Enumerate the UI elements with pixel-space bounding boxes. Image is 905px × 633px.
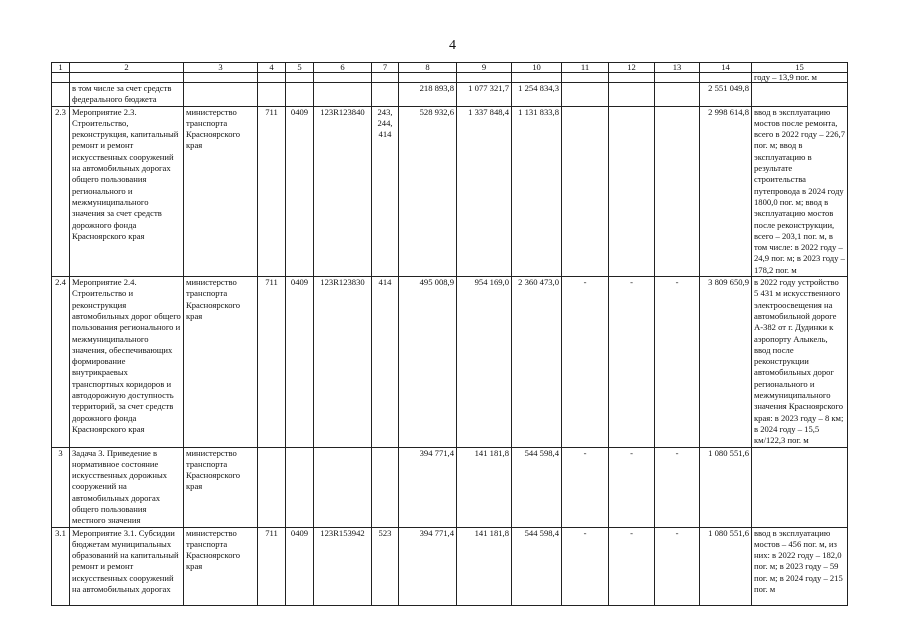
row-number: 3 xyxy=(52,447,70,527)
grbs-code: 711 xyxy=(258,277,286,447)
section-code: 0409 xyxy=(286,527,314,605)
amount-col-13: - xyxy=(655,277,700,447)
section-code: 0409 xyxy=(286,106,314,276)
executor: министерство транспорта Красноярского края xyxy=(184,527,258,605)
measure-name: Задача 3. Приведение в нормативное состояние искусственных дорожных сооружений на автомобильных дорогах общего пользования местного значения xyxy=(70,447,184,527)
amount-col-13: - xyxy=(655,527,700,605)
target-article xyxy=(314,447,372,527)
expense-type xyxy=(372,83,399,107)
amount-col-13 xyxy=(655,83,700,107)
amount-2023: 141 181,8 xyxy=(457,527,512,605)
measure-name: Мероприятие 2.4. Строительство и реконструкция автомобильных дорог общего пользования регионального и межмуниципального значения, обеспечивающих формирование внутрикраевых транспортных коридоров и автодорожную доступность территорий, за счет средств дорожного фонда Красноярского края xyxy=(70,277,184,447)
amount-col-12: - xyxy=(609,277,655,447)
amount-col-12: - xyxy=(609,527,655,605)
expected-result xyxy=(752,83,848,107)
target-article: 123R123840 xyxy=(314,106,372,276)
amount-col-12 xyxy=(609,83,655,107)
executor: министерство транспорта Красноярского края xyxy=(184,447,258,527)
column-number: 2 xyxy=(70,63,184,73)
row-number: 3.1 xyxy=(52,527,70,605)
amount-col-12: - xyxy=(609,447,655,527)
amount-total: 3 809 650,9 xyxy=(700,277,752,447)
expected-result: ввод в эксплуатацию мостов – 456 пог. м, из них: в 2022 году – 182,0 пог. м; в 2023 году – 59 пог. м; в 2024 году – 215 пог. м xyxy=(752,527,848,605)
column-number: 13 xyxy=(655,63,700,73)
amount-col-11: - xyxy=(562,447,609,527)
grbs-code: 711 xyxy=(258,106,286,276)
amount-2024: 544 598,4 xyxy=(512,447,562,527)
column-number: 14 xyxy=(700,63,752,73)
measure-name: в том числе за счет средств федерального бюджета xyxy=(70,83,184,107)
row-number: 2.3 xyxy=(52,106,70,276)
expense-type: 523 xyxy=(372,527,399,605)
amount-2024: 1 254 834,3 xyxy=(512,83,562,107)
executor: министерство транспорта Красноярского края xyxy=(184,277,258,447)
amount-col-11 xyxy=(562,83,609,107)
column-number: 9 xyxy=(457,63,512,73)
amount-col-13 xyxy=(655,106,700,276)
grbs-code: 711 xyxy=(258,527,286,605)
amount-total: 2 998 614,8 xyxy=(700,106,752,276)
column-number: 6 xyxy=(314,63,372,73)
grbs-code xyxy=(258,447,286,527)
amount-2023: 1 337 848,4 xyxy=(457,106,512,276)
amount-col-11: - xyxy=(562,527,609,605)
expected-result: ввод в эксплуатацию мостов после ремонта, всего в 2022 году – 226,7 пог. м; ввод в эксплуатацию в результате строительства путепровода в 2024 году 1800,0 пог. м; ввод в эксплуатацию мостов после реконструкции, всего – 203,1 пог. м, в том числе: в 2022 году – 24,9 пог. м; в 2023 году – 178,2 пог. м xyxy=(752,106,848,276)
amount-2024: 1 131 833,8 xyxy=(512,106,562,276)
column-number: 1 xyxy=(52,63,70,73)
executor xyxy=(184,83,258,107)
expense-type: 243, 244, 414 xyxy=(372,106,399,276)
column-number: 5 xyxy=(286,63,314,73)
table-row xyxy=(52,106,848,276)
amount-2023: 141 181,8 xyxy=(457,447,512,527)
column-number: 11 xyxy=(562,63,609,73)
amount-2022: 394 771,4 xyxy=(399,527,457,605)
measure-name: Мероприятие 3.1. Субсидии бюджетам муниципальных образований на капитальный ремонт и ремонт искусственных сооружений на автомобильных дорогах xyxy=(70,527,184,605)
column-number: 8 xyxy=(399,63,457,73)
column-number-row xyxy=(52,63,848,73)
column-number: 3 xyxy=(184,63,258,73)
program-table xyxy=(51,62,848,606)
carry-over-note: году – 13,9 пог. м xyxy=(752,73,848,83)
expected-result xyxy=(752,447,848,527)
table-row xyxy=(52,447,848,527)
expected-result: в 2022 году устройство 5 431 м искусственного электроосвещения на автомобильной дороге А-382 от г. Дудинки к аэропорту Алыкель, ввод после реконструкции автомобильных дорог регионального и межмуниципального значения Красноярского края: в 2023 году – 8 км; в 2024 году – 15,5 км/122,3 пог. м xyxy=(752,277,848,447)
table-row xyxy=(52,527,848,605)
expense-type: 414 xyxy=(372,277,399,447)
expense-type xyxy=(372,447,399,527)
column-number: 7 xyxy=(372,63,399,73)
carry-over-row xyxy=(52,73,848,83)
amount-2024: 544 598,4 xyxy=(512,527,562,605)
column-number: 15 xyxy=(752,63,848,73)
amount-col-11 xyxy=(562,106,609,276)
row-number: 2.4 xyxy=(52,277,70,447)
amount-2022: 218 893,8 xyxy=(399,83,457,107)
amount-2024: 2 360 473,0 xyxy=(512,277,562,447)
amount-total: 1 080 551,6 xyxy=(700,527,752,605)
executor: министерство транспорта Красноярского края xyxy=(184,106,258,276)
target-article xyxy=(314,83,372,107)
amount-2022: 394 771,4 xyxy=(399,447,457,527)
target-article: 123R153942 xyxy=(314,527,372,605)
amount-total: 1 080 551,6 xyxy=(700,447,752,527)
amount-total: 2 551 049,8 xyxy=(700,83,752,107)
amount-col-13: - xyxy=(655,447,700,527)
amount-col-11: - xyxy=(562,277,609,447)
table-row xyxy=(52,277,848,447)
measure-name: Мероприятие 2.3. Строительство, реконструкция, капитальный ремонт и ремонт искусственных сооружений на автомобильных дорогах общего пользования регионального и межмуниципального значения за счет средств дорожного фонда Красноярского края xyxy=(70,106,184,276)
page-number: 4 xyxy=(449,38,456,53)
grbs-code xyxy=(258,83,286,107)
amount-2023: 1 077 321,7 xyxy=(457,83,512,107)
amount-2022: 495 008,9 xyxy=(399,277,457,447)
section-code xyxy=(286,447,314,527)
column-number: 12 xyxy=(609,63,655,73)
amount-2022: 528 932,6 xyxy=(399,106,457,276)
section-code xyxy=(286,83,314,107)
amount-col-12 xyxy=(609,106,655,276)
column-number: 4 xyxy=(258,63,286,73)
section-code: 0409 xyxy=(286,277,314,447)
table-row xyxy=(52,83,848,107)
row-number xyxy=(52,83,70,107)
amount-2023: 954 169,0 xyxy=(457,277,512,447)
target-article: 123R123830 xyxy=(314,277,372,447)
column-number: 10 xyxy=(512,63,562,73)
